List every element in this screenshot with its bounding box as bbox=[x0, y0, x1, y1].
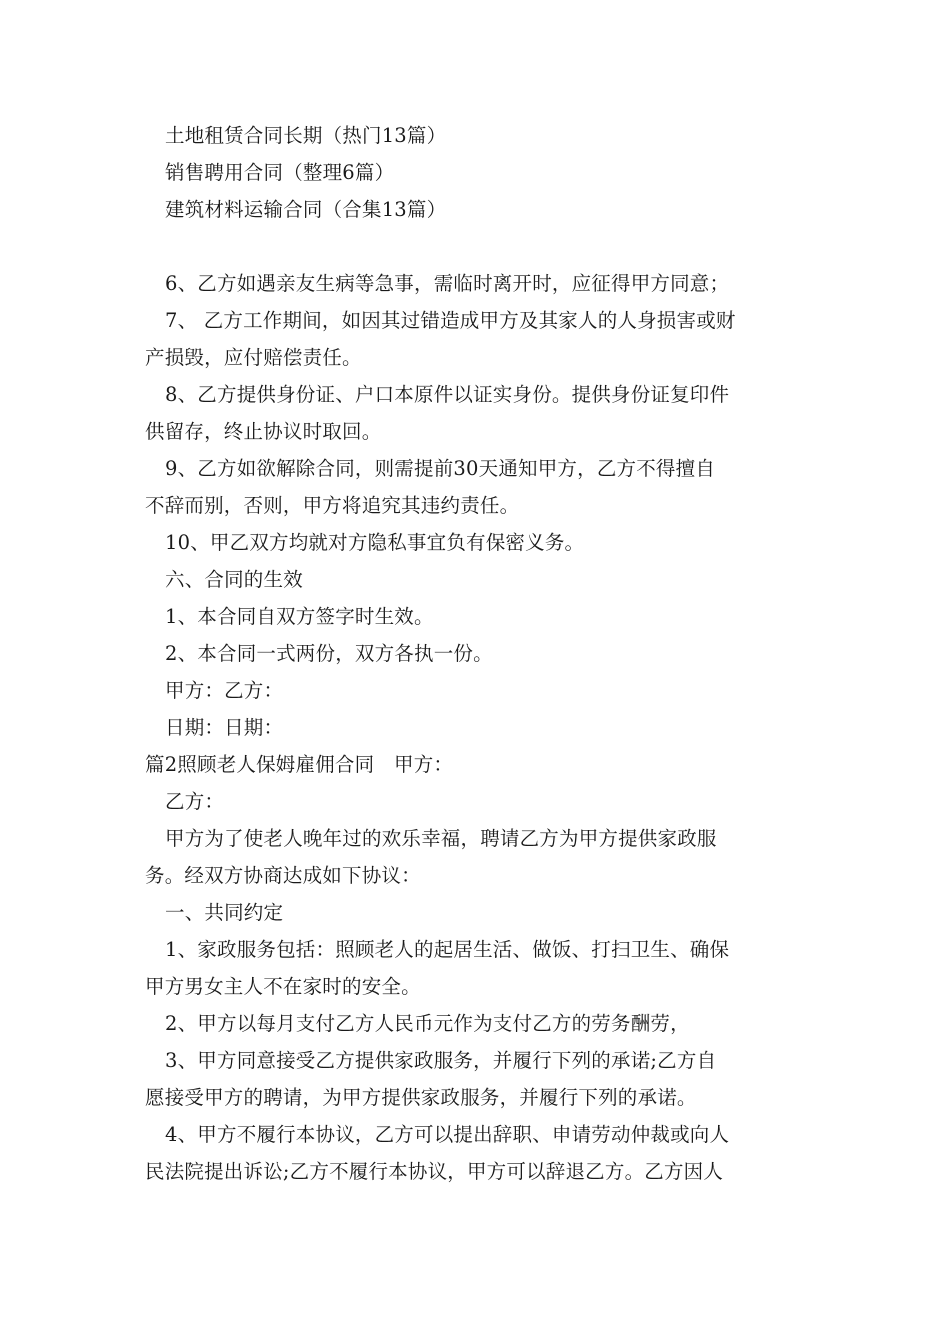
date-line: 日期：日期： bbox=[165, 716, 284, 739]
body-line: 不辞而别，否则，甲方将追究其违约责任。 bbox=[145, 494, 520, 517]
body-line: 务。经双方协商达成如下协议： bbox=[145, 864, 421, 887]
section-heading: 六、合同的生效 bbox=[165, 568, 303, 591]
body-line: 愿接受甲方的聘请，为甲方提供家政服务，并履行下列的承诺。 bbox=[145, 1086, 697, 1109]
body-line: 乙方： bbox=[165, 790, 225, 813]
body-line: 4、甲方不履行本协议，乙方可以提出辞职、申请劳动仲裁或向人 bbox=[165, 1123, 730, 1146]
body-line: 9、乙方如欲解除合同，则需提前30天通知甲方，乙方不得擅自 bbox=[165, 457, 716, 480]
body-line: 2、甲方以每月支付乙方人民币元作为支付乙方的劳务酬劳， bbox=[165, 1012, 690, 1035]
body-line: 6、乙方如遇亲友生病等急事，需临时离开时，应征得甲方同意； bbox=[165, 272, 730, 295]
body-line: 甲方为了使老人晚年过的欢乐幸福，聘请乙方为甲方提供家政服 bbox=[165, 827, 717, 850]
body-line: 1、家政服务包括：照顾老人的起居生活、做饭、打扫卫生、确保 bbox=[165, 938, 730, 961]
body-line: 7、 乙方工作期间，如因其过错造成甲方及其家人的人身损害或财 bbox=[165, 309, 736, 332]
body-line: 3、甲方同意接受乙方提供家政服务，并履行下列的承诺;乙方自 bbox=[165, 1049, 717, 1072]
body-line: 1、本合同自双方签字时生效。 bbox=[165, 605, 434, 628]
section-heading: 一、共同约定 bbox=[165, 901, 284, 924]
signature-line: 甲方：乙方： bbox=[165, 679, 284, 702]
body-line: 甲方男女主人不在家时的安全。 bbox=[145, 975, 421, 998]
section-title: 篇2照顾老人保姆雇佣合同 甲方： bbox=[145, 753, 454, 776]
related-link[interactable]: 土地租赁合同长期（热门13篇） bbox=[165, 124, 447, 147]
body-line: 10、甲乙双方均就对方隐私事宜负有保密义务。 bbox=[165, 531, 585, 554]
body-line: 供留存，终止协议时取回。 bbox=[145, 420, 382, 443]
body-line: 民法院提出诉讼;乙方不履行本协议，甲方可以辞退乙方。乙方因人 bbox=[145, 1160, 724, 1183]
body-line: 产损毁，应付赔偿责任。 bbox=[145, 346, 362, 369]
body-line: 2、本合同一式两份，双方各执一份。 bbox=[165, 642, 493, 665]
body-line: 8、乙方提供身份证、户口本原件以证实身份。提供身份证复印件 bbox=[165, 383, 730, 406]
related-link[interactable]: 销售聘用合同（整理6篇） bbox=[165, 161, 395, 184]
related-link[interactable]: 建筑材料运输合同（合集13篇） bbox=[165, 198, 447, 221]
